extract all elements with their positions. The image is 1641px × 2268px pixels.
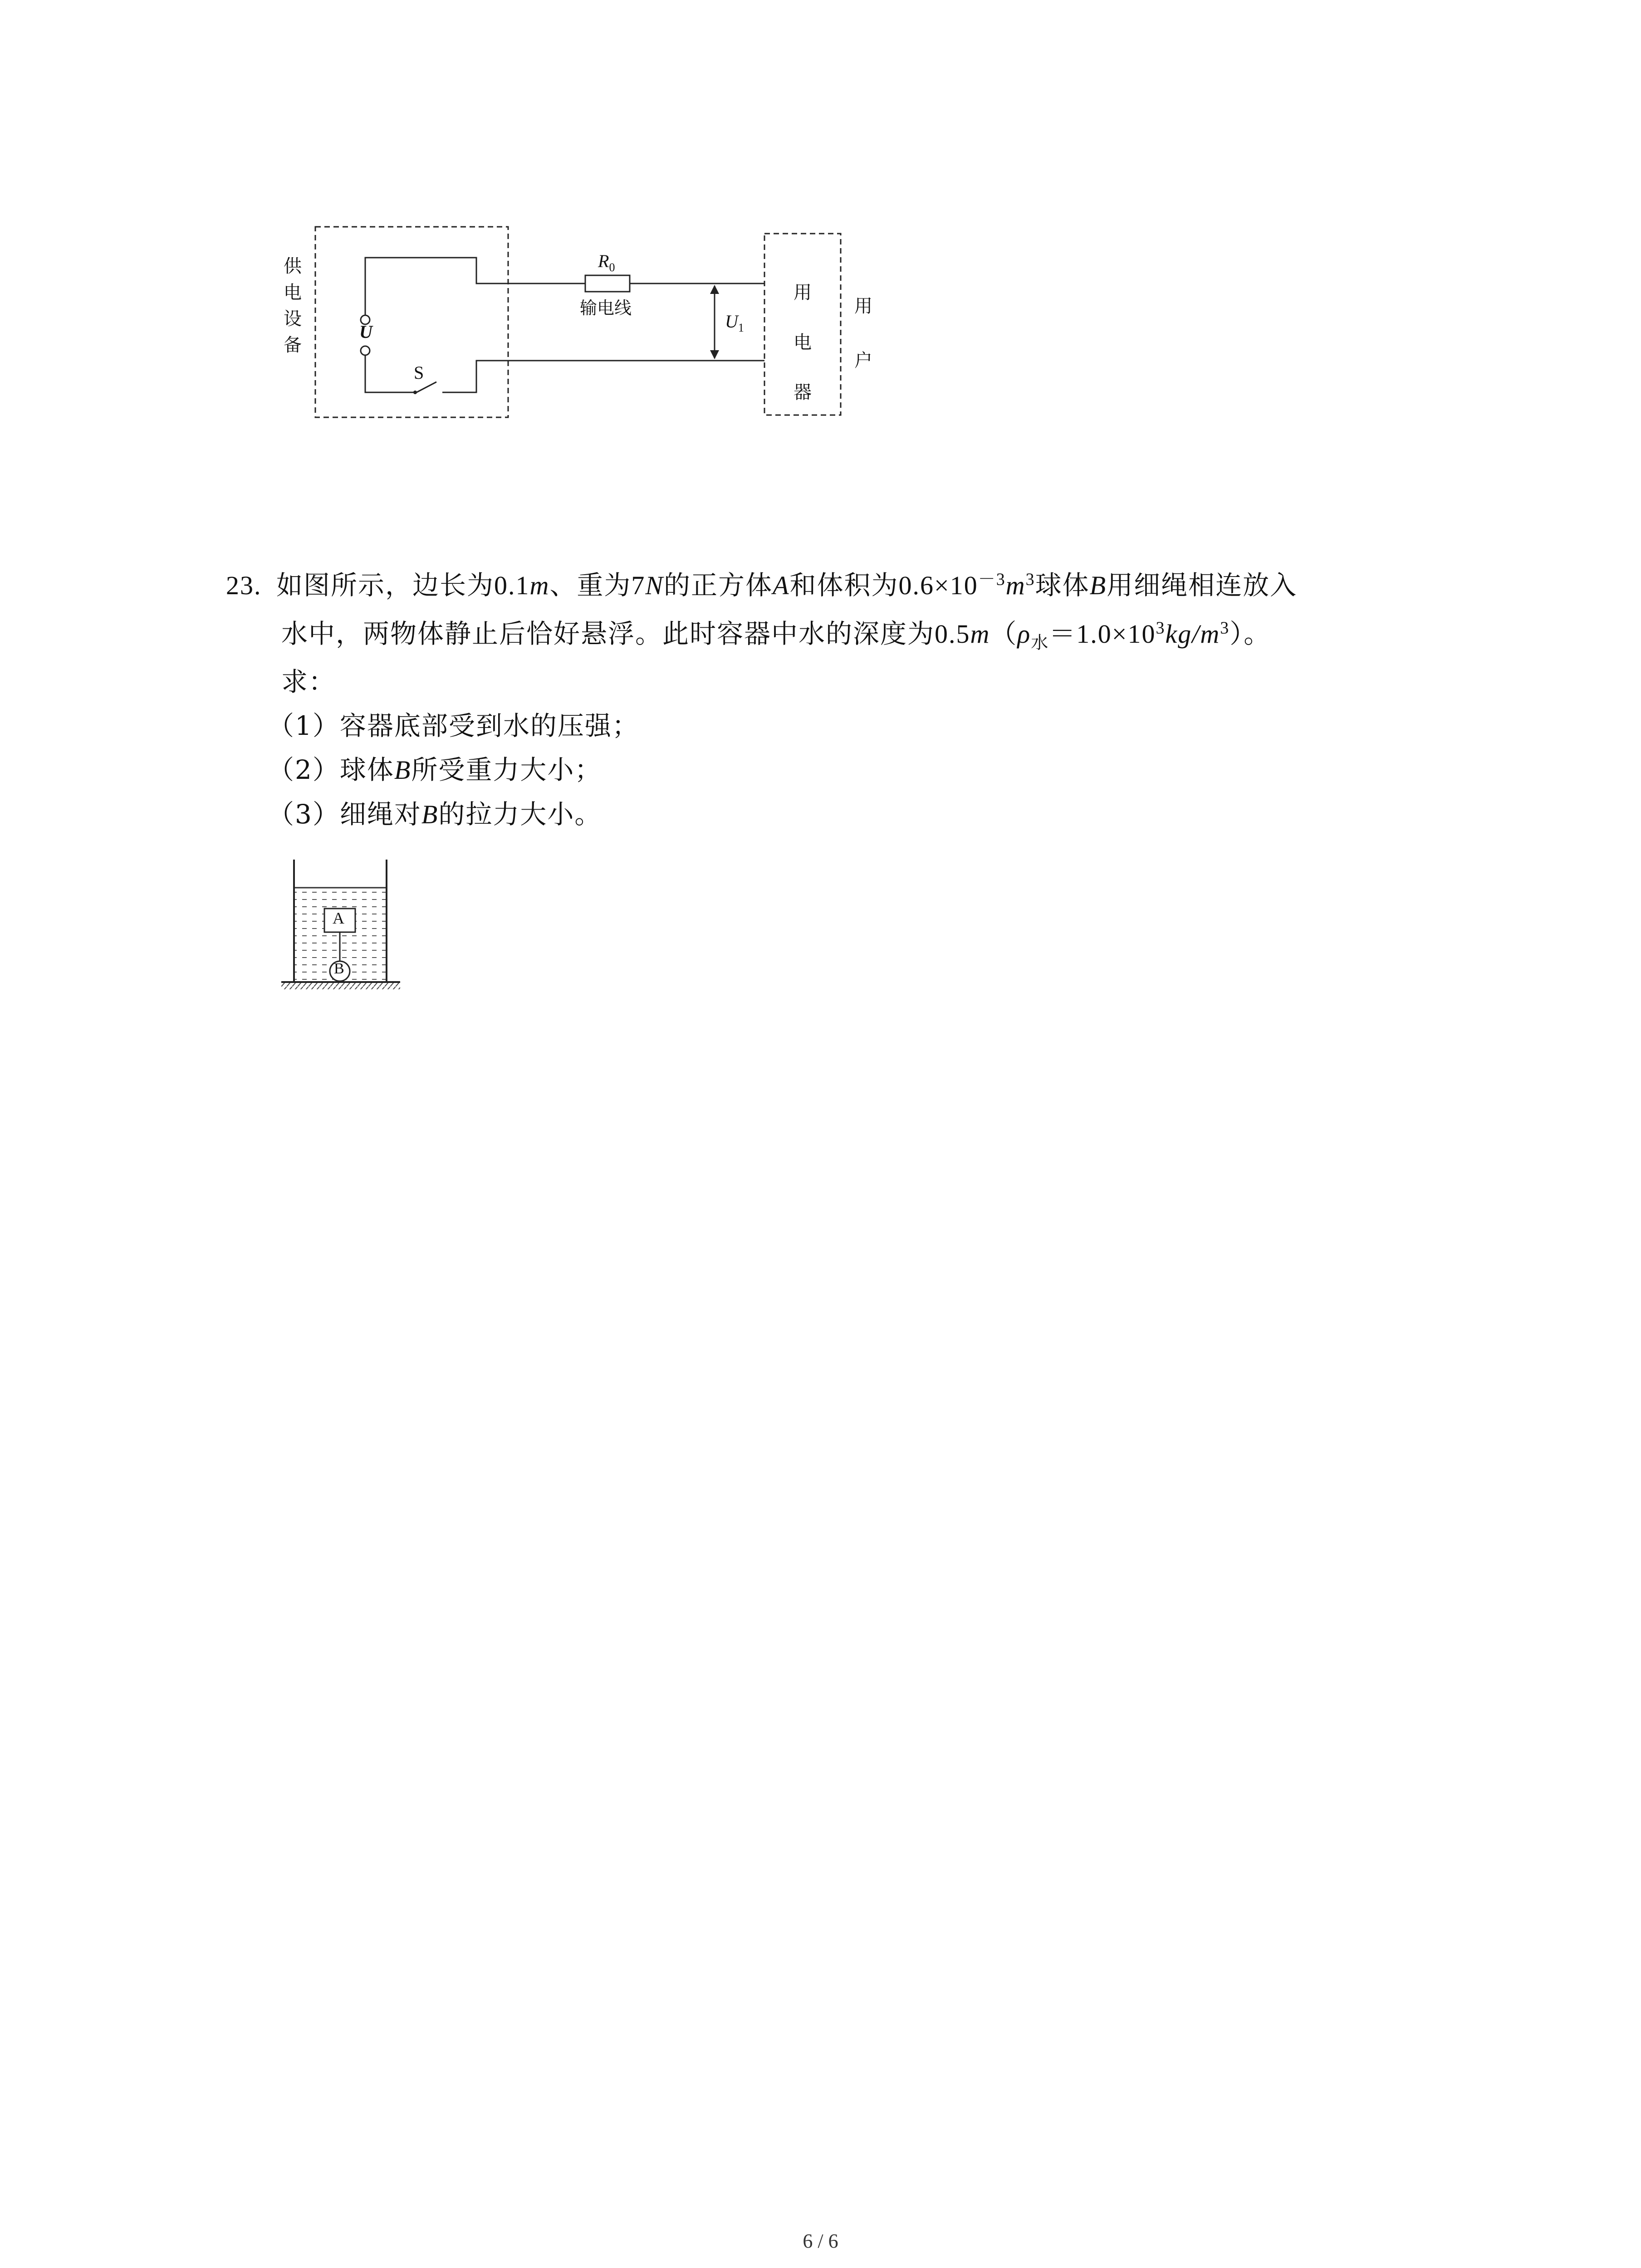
question-part-3: （3）细绳对B的拉力大小。 xyxy=(268,799,602,830)
switch-label-s: S xyxy=(414,362,424,383)
question-number: 23. xyxy=(226,571,262,600)
supply-dashed-box xyxy=(315,227,508,417)
circuit-diagram xyxy=(254,200,980,445)
block-a-label: A xyxy=(333,909,344,927)
resistor-label: $R_0$ xyxy=(598,251,615,274)
u1-label: $U_1$ xyxy=(725,311,744,334)
bottom-wire-left xyxy=(365,353,414,392)
container-diagram xyxy=(281,860,404,993)
terminal-bottom xyxy=(361,346,370,355)
page-number: 6 / 6 xyxy=(803,2230,838,2252)
supply-label: 供 电 设 备 xyxy=(284,256,302,356)
question-line-1: 23. 如图所示，边长为0.1m、重为7N的正方体A和体积为$0.6\times 10^{-3}m^3$球体B用细绳相连放入 xyxy=(226,570,1298,601)
question-ask: 求： xyxy=(281,666,336,697)
appliance-label: 用 电 器 xyxy=(794,282,812,403)
voltage-label-u: U xyxy=(359,322,372,342)
wire-label: 输电线 xyxy=(580,298,632,318)
switch-s xyxy=(416,382,436,392)
resistor-r0 xyxy=(585,275,630,292)
ground-hatch xyxy=(281,983,400,989)
question-part-1: （1）容器底部受到水的压强； xyxy=(268,710,639,741)
ball-b-label: B xyxy=(334,960,344,977)
question-line-2: 水中，两物体静止后恰好悬浮。此时容器中水的深度为$0.5m(\rho_水=1.0\times 10^3kg/m^3)$。 xyxy=(281,618,1271,653)
top-wire-left xyxy=(365,258,585,317)
user-label: 用 户 xyxy=(854,296,872,371)
bottom-wire-right xyxy=(442,361,764,392)
question-part-2: （2）球体B所受重力大小； xyxy=(268,754,602,785)
